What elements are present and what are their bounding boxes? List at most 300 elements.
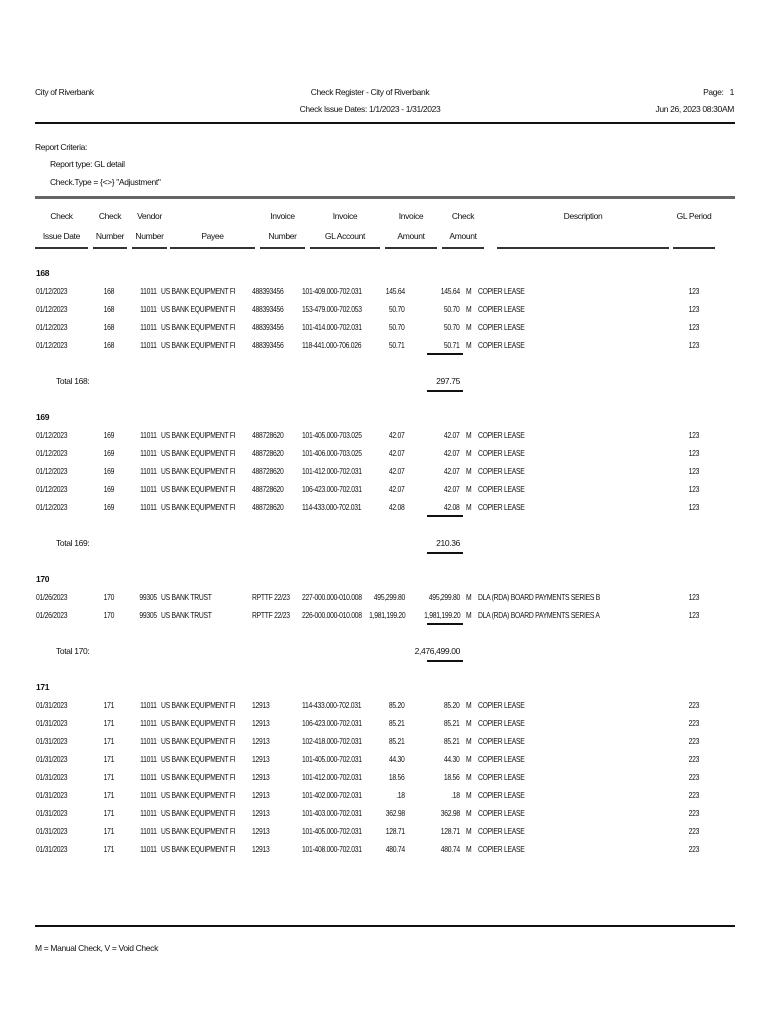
column-header-description (497, 206, 669, 249)
table-row (0, 700, 770, 712)
printed-timestamp: Jun 26, 2023 08:30AM (655, 104, 734, 114)
cell-gl-period: 223 (688, 844, 699, 854)
cell-gl-account: 101-414.000-702.031 (302, 322, 362, 332)
cell-invoice-number: 12913 (252, 700, 270, 710)
cell-gl-period: 223 (688, 700, 699, 710)
criteria-divider (35, 196, 735, 199)
cell-check-type: M (466, 754, 472, 764)
cell-issue-date: 01/31/2023 (36, 826, 68, 836)
cell-description: COPIER LEASE (478, 718, 525, 728)
cell-description: COPIER LEASE (478, 736, 525, 746)
cell-invoice-amount: 128.71 (385, 826, 405, 836)
column-header-payee (170, 206, 255, 249)
cell-invoice-amount: 42.07 (389, 466, 405, 476)
criteria-line: Report type: GL detail (50, 159, 125, 169)
cell-check-number: 171 (103, 808, 114, 818)
cell-vendor-number: 11011 (140, 826, 157, 836)
cell-gl-period: 123 (688, 484, 699, 494)
table-row (0, 736, 770, 748)
cell-vendor-number: 11011 (140, 790, 157, 800)
header-line1: GL Period (676, 211, 712, 221)
total-rule-top (427, 353, 463, 355)
cell-invoice-amount: 362.98 (385, 808, 405, 818)
cell-invoice-amount: 145.64 (385, 286, 405, 296)
cell-payee: US BANK EQUIPMENT FI (161, 844, 236, 854)
cell-description: COPIER LEASE (478, 304, 525, 314)
cell-check-amount: 42.07 (444, 466, 460, 476)
header-line1: Check (451, 211, 475, 221)
cell-check-amount: 480.74 (440, 844, 460, 854)
header-line1: Invoice (398, 211, 424, 221)
cell-gl-period: 223 (688, 772, 699, 782)
cell-gl-period: 123 (688, 592, 699, 602)
cell-gl-account: 101-412.000-702.031 (302, 772, 362, 782)
cell-check-number: 169 (103, 466, 114, 476)
cell-invoice-number: 488393456 (252, 340, 284, 350)
group-total-amount: 297.75 (436, 376, 460, 386)
cell-payee: US BANK EQUIPMENT FI (161, 736, 236, 746)
cell-invoice-number: 12913 (252, 826, 270, 836)
cell-vendor-number: 11011 (140, 718, 157, 728)
header-line1: Check (50, 211, 73, 221)
column-header-invoice-amount (385, 206, 437, 249)
cell-check-amount: 50.71 (444, 340, 460, 350)
cell-check-type: M (466, 502, 472, 512)
header-line1: Invoice (270, 211, 295, 221)
cell-check-number: 169 (103, 448, 114, 458)
cell-issue-date: 01/31/2023 (36, 790, 68, 800)
cell-gl-account: 101-402.000-702.031 (302, 790, 362, 800)
cell-vendor-number: 99305 (139, 592, 157, 602)
header-underline (132, 247, 167, 249)
cell-gl-account: 101-405.000-702.031 (302, 826, 362, 836)
cell-gl-account: 118-441.000-706.026 (302, 340, 362, 350)
cell-payee: US BANK EQUIPMENT FI (161, 448, 236, 458)
cell-gl-period: 123 (688, 340, 699, 350)
cell-invoice-number: 488728620 (252, 466, 284, 476)
table-row (0, 826, 770, 838)
cell-payee: US BANK EQUIPMENT FI (161, 484, 236, 494)
footer-legend: M = Manual Check, V = Void Check (35, 943, 158, 953)
cell-check-type: M (466, 592, 472, 602)
cell-vendor-number: 11011 (140, 286, 157, 296)
cell-issue-date: 01/31/2023 (36, 772, 68, 782)
cell-issue-date: 01/12/2023 (36, 484, 68, 494)
header-line1: Invoice (332, 211, 358, 221)
cell-check-number: 171 (103, 754, 114, 764)
cell-check-number: 168 (103, 322, 114, 332)
check-group-header: 168 (36, 268, 50, 278)
cell-description: COPIER LEASE (478, 448, 525, 458)
cell-issue-date: 01/12/2023 (36, 286, 68, 296)
header-line2: Amount (397, 231, 425, 241)
cell-check-type: M (466, 484, 472, 494)
cell-issue-date: 01/26/2023 (36, 610, 68, 620)
cell-check-type: M (466, 322, 472, 332)
table-row (0, 592, 770, 604)
cell-description: COPIER LEASE (478, 772, 525, 782)
cell-invoice-amount: 85.21 (389, 718, 405, 728)
cell-invoice-amount: 42.07 (389, 430, 405, 440)
cell-check-number: 168 (103, 340, 114, 350)
total-rule-top (427, 623, 463, 625)
cell-vendor-number: 11011 (140, 844, 157, 854)
cell-invoice-number: 12913 (252, 754, 270, 764)
cell-gl-account: 153-479.000-702.053 (302, 304, 362, 314)
cell-invoice-number: 488728620 (252, 448, 284, 458)
cell-invoice-number: 12913 (252, 790, 270, 800)
cell-gl-period: 123 (688, 610, 699, 620)
cell-payee: US BANK EQUIPMENT FI (161, 502, 236, 512)
header-underline (170, 247, 255, 249)
cell-gl-account: 227-000.000-010.008 (302, 592, 362, 602)
cell-vendor-number: 11011 (140, 772, 157, 782)
cell-issue-date: 01/31/2023 (36, 736, 68, 746)
cell-check-amount: 495,299.80 (428, 592, 460, 602)
group-total-label: Total 168: (56, 376, 90, 386)
cell-check-type: M (466, 844, 472, 854)
cell-check-amount: 128.71 (440, 826, 460, 836)
cell-issue-date: 01/31/2023 (36, 808, 68, 818)
group-total-label: Total 170: (56, 646, 90, 656)
cell-gl-account: 101-405.000-702.031 (302, 754, 362, 764)
cell-gl-account: 101-412.000-702.031 (302, 466, 362, 476)
cell-check-type: M (466, 286, 472, 296)
report-title: Check Register - City of Riverbank (310, 87, 430, 97)
cell-issue-date: 01/12/2023 (36, 340, 68, 350)
cell-gl-account: 102-418.000-702.031 (302, 736, 362, 746)
cell-vendor-number: 11011 (140, 340, 157, 350)
cell-gl-period: 123 (688, 466, 699, 476)
cell-description: COPIER LEASE (478, 340, 525, 350)
cell-issue-date: 01/12/2023 (36, 430, 68, 440)
cell-invoice-amount: 42.07 (389, 484, 405, 494)
cell-invoice-amount: 50.71 (389, 340, 405, 350)
column-header-gl-period (673, 206, 715, 249)
header-line2: Number (95, 231, 125, 241)
cell-payee: US BANK TRUST (161, 592, 212, 602)
cell-gl-account: 106-423.000-702.031 (302, 718, 362, 728)
header-underline (93, 247, 127, 249)
total-rule-bottom (427, 660, 463, 662)
group-total-amount: 2,476,499.00 (414, 646, 460, 656)
header-line2: Issue Date (42, 231, 81, 241)
cell-invoice-amount: 44.30 (389, 754, 405, 764)
cell-gl-period: 223 (688, 808, 699, 818)
table-row (0, 808, 770, 820)
cell-invoice-number: 12913 (252, 844, 270, 854)
cell-payee: US BANK EQUIPMENT FI (161, 754, 236, 764)
cell-gl-period: 223 (688, 790, 699, 800)
cell-description: COPIER LEASE (478, 826, 525, 836)
cell-description: COPIER LEASE (478, 808, 525, 818)
header-line1 (170, 206, 255, 226)
cell-vendor-number: 11011 (140, 304, 157, 314)
cell-check-amount: 85.21 (444, 736, 460, 746)
group-total-label: Total 169: (56, 538, 90, 548)
cell-issue-date: 01/31/2023 (36, 700, 68, 710)
cell-vendor-number: 11011 (140, 448, 157, 458)
cell-check-type: M (466, 772, 472, 782)
cell-check-type: M (466, 304, 472, 314)
cell-check-amount: 50.70 (444, 322, 460, 332)
cell-check-number: 171 (103, 790, 114, 800)
header-line2 (497, 226, 669, 246)
cell-invoice-number: RPTTF 22/23 (252, 610, 290, 620)
cell-gl-period: 123 (688, 286, 699, 296)
cell-invoice-amount: 480.74 (385, 844, 405, 854)
cell-gl-account: 101-409.000-702.031 (302, 286, 362, 296)
cell-gl-period: 123 (688, 430, 699, 440)
cell-check-type: M (466, 340, 472, 350)
cell-issue-date: 01/26/2023 (36, 592, 68, 602)
table-row (0, 772, 770, 784)
cell-issue-date: 01/31/2023 (36, 718, 68, 728)
cell-check-type: M (466, 736, 472, 746)
cell-check-amount: 42.07 (444, 484, 460, 494)
cell-invoice-number: 488393456 (252, 322, 284, 332)
cell-invoice-amount: 85.20 (389, 700, 405, 710)
cell-description: COPIER LEASE (478, 844, 525, 854)
cell-payee: US BANK EQUIPMENT FI (161, 718, 236, 728)
cell-gl-account: 114-433.000-702.031 (302, 502, 362, 512)
table-row (0, 448, 770, 460)
header-line1: Description (563, 211, 603, 221)
cell-check-amount: 42.08 (444, 502, 460, 512)
header-underline (260, 247, 305, 249)
column-header-check-amount (442, 206, 484, 249)
cell-check-amount: 44.30 (444, 754, 460, 764)
table-row (0, 790, 770, 802)
cell-invoice-amount: 1,981,199.20 (368, 610, 405, 620)
cell-gl-account: 226-000.000-010.008 (302, 610, 362, 620)
cell-vendor-number: 11011 (140, 502, 157, 512)
cell-vendor-number: 11011 (140, 484, 157, 494)
cell-description: COPIER LEASE (478, 484, 525, 494)
cell-gl-period: 123 (688, 448, 699, 458)
cell-invoice-amount: .18 (396, 790, 405, 800)
check-group-header: 169 (36, 412, 50, 422)
cell-check-type: M (466, 826, 472, 836)
page-label: Page: (703, 87, 724, 97)
cell-invoice-number: 488728620 (252, 484, 284, 494)
table-row (0, 430, 770, 442)
cell-check-number: 169 (103, 502, 114, 512)
cell-vendor-number: 11011 (140, 736, 157, 746)
cell-invoice-number: 488728620 (252, 430, 284, 440)
cell-issue-date: 01/31/2023 (36, 754, 68, 764)
cell-vendor-number: 11011 (140, 700, 157, 710)
total-rule-bottom (427, 552, 463, 554)
header-underline (442, 247, 484, 249)
cell-invoice-number: RPTTF 22/23 (252, 592, 290, 602)
cell-issue-date: 01/12/2023 (36, 448, 68, 458)
cell-description: COPIER LEASE (478, 790, 525, 800)
cell-invoice-amount: 50.70 (389, 304, 405, 314)
criteria-heading: Report Criteria: (35, 142, 88, 152)
cell-check-number: 168 (103, 304, 114, 314)
cell-description: COPIER LEASE (478, 502, 525, 512)
cell-invoice-amount: 18.56 (389, 772, 405, 782)
column-header-check-issue-date (35, 206, 88, 249)
column-header-check-number (93, 206, 127, 249)
cell-invoice-number: 12913 (252, 808, 270, 818)
cell-check-type: M (466, 700, 472, 710)
header-line1: Check (98, 211, 122, 221)
check-group-header: 170 (36, 574, 50, 584)
cell-check-amount: 1,981,199.20 (423, 610, 460, 620)
cell-invoice-number: 12913 (252, 772, 270, 782)
cell-check-type: M (466, 610, 472, 620)
cell-gl-period: 223 (688, 736, 699, 746)
cell-check-number: 169 (103, 484, 114, 494)
cell-vendor-number: 99305 (139, 610, 157, 620)
cell-invoice-number: 12913 (252, 736, 270, 746)
cell-check-amount: 50.70 (444, 304, 460, 314)
cell-check-amount: .18 (451, 790, 460, 800)
cell-check-type: M (466, 448, 472, 458)
org-name: City of Riverbank (35, 87, 94, 97)
table-row (0, 466, 770, 478)
cell-check-amount: 18.56 (444, 772, 460, 782)
cell-payee: US BANK EQUIPMENT FI (161, 700, 236, 710)
cell-invoice-amount: 42.07 (389, 448, 405, 458)
cell-description: COPIER LEASE (478, 754, 525, 764)
cell-vendor-number: 11011 (140, 754, 157, 764)
cell-check-number: 171 (103, 772, 114, 782)
cell-check-number: 171 (103, 718, 114, 728)
cell-gl-account: 101-405.000-703.025 (302, 430, 362, 440)
cell-gl-period: 223 (688, 718, 699, 728)
column-header-invoice-gl-account (310, 206, 380, 249)
header-divider (35, 122, 735, 124)
table-row (0, 502, 770, 514)
cell-payee: US BANK EQUIPMENT FI (161, 808, 236, 818)
cell-payee: US BANK EQUIPMENT FI (161, 772, 236, 782)
table-row (0, 754, 770, 766)
cell-description: COPIER LEASE (478, 430, 525, 440)
cell-check-type: M (466, 808, 472, 818)
report-subtitle: Check Issue Dates: 1/1/2023 - 1/31/2023 (299, 104, 441, 114)
cell-check-amount: 85.21 (444, 718, 460, 728)
table-row (0, 340, 770, 352)
cell-check-amount: 145.64 (440, 286, 460, 296)
cell-gl-account: 101-406.000-703.025 (302, 448, 362, 458)
table-row (0, 718, 770, 730)
cell-invoice-number: 488393456 (252, 286, 284, 296)
header-underline (310, 247, 380, 249)
cell-payee: US BANK EQUIPMENT FI (161, 286, 236, 296)
cell-payee: US BANK EQUIPMENT FI (161, 790, 236, 800)
cell-payee: US BANK EQUIPMENT FI (161, 304, 236, 314)
cell-gl-period: 123 (688, 502, 699, 512)
cell-payee: US BANK EQUIPMENT FI (161, 322, 236, 332)
cell-gl-period: 223 (688, 826, 699, 836)
cell-invoice-number: 488393456 (252, 304, 284, 314)
header-line2 (673, 226, 715, 246)
cell-invoice-amount: 85.21 (389, 736, 405, 746)
cell-check-type: M (466, 718, 472, 728)
cell-check-type: M (466, 466, 472, 476)
column-header-invoice-number (260, 206, 305, 249)
footer-divider (35, 925, 735, 927)
cell-check-number: 169 (103, 430, 114, 440)
cell-gl-account: 114-433.000-702.031 (302, 700, 362, 710)
header-underline (35, 247, 88, 249)
table-row (0, 610, 770, 622)
cell-gl-period: 223 (688, 754, 699, 764)
header-underline (385, 247, 437, 249)
cell-vendor-number: 11011 (140, 322, 157, 332)
table-row (0, 844, 770, 856)
cell-gl-period: 123 (688, 322, 699, 332)
cell-check-amount: 362.98 (440, 808, 460, 818)
cell-description: COPIER LEASE (478, 286, 525, 296)
cell-vendor-number: 11011 (140, 808, 157, 818)
cell-gl-account: 101-408.000-702.031 (302, 844, 362, 854)
cell-description: COPIER LEASE (478, 700, 525, 710)
cell-description: COPIER LEASE (478, 322, 525, 332)
criteria-line: Check.Type = {<>} "Adjustment" (50, 177, 161, 187)
cell-payee: US BANK EQUIPMENT FI (161, 430, 236, 440)
cell-payee: US BANK EQUIPMENT FI (161, 340, 236, 350)
cell-description: DLA (RDA) BOARD PAYMENTS SERIES B (478, 592, 601, 602)
header-line2: Number (135, 231, 164, 241)
cell-invoice-number: 12913 (252, 718, 270, 728)
header-line2: Amount (449, 231, 477, 241)
header-line2: Payee (201, 231, 224, 241)
header-underline (497, 247, 669, 249)
header-line2: Number (268, 231, 297, 241)
header-underline (673, 247, 715, 249)
table-row (0, 322, 770, 334)
table-row (0, 286, 770, 298)
cell-invoice-amount: 50.70 (389, 322, 405, 332)
cell-invoice-amount: 42.08 (389, 502, 405, 512)
cell-issue-date: 01/12/2023 (36, 466, 68, 476)
cell-check-type: M (466, 430, 472, 440)
cell-check-number: 170 (103, 610, 114, 620)
cell-invoice-amount: 495,299.80 (373, 592, 405, 602)
cell-issue-date: 01/12/2023 (36, 304, 68, 314)
cell-issue-date: 01/31/2023 (36, 844, 68, 854)
column-header-vendor-number (132, 206, 167, 249)
cell-gl-period: 123 (688, 304, 699, 314)
cell-gl-account: 106-423.000-702.031 (302, 484, 362, 494)
cell-gl-account: 101-403.000-702.031 (302, 808, 362, 818)
cell-check-number: 171 (103, 700, 114, 710)
cell-check-number: 171 (103, 844, 114, 854)
total-rule-top (427, 515, 463, 517)
cell-vendor-number: 11011 (140, 430, 157, 440)
header-line2: GL Account (324, 231, 366, 241)
page-number: 1 (729, 87, 734, 97)
cell-invoice-number: 488728620 (252, 502, 284, 512)
cell-check-type: M (466, 790, 472, 800)
group-total-amount: 210.36 (436, 538, 460, 548)
cell-description: DLA (RDA) BOARD PAYMENTS SERIES A (478, 610, 600, 620)
total-rule-bottom (427, 390, 463, 392)
page-indicator (703, 87, 734, 97)
cell-payee: US BANK TRUST (161, 610, 212, 620)
cell-payee: US BANK EQUIPMENT FI (161, 466, 236, 476)
cell-check-amount: 85.20 (444, 700, 460, 710)
cell-check-number: 168 (103, 286, 114, 296)
cell-check-number: 171 (103, 736, 114, 746)
table-row (0, 484, 770, 496)
cell-check-amount: 42.07 (444, 430, 460, 440)
cell-vendor-number: 11011 (140, 466, 157, 476)
